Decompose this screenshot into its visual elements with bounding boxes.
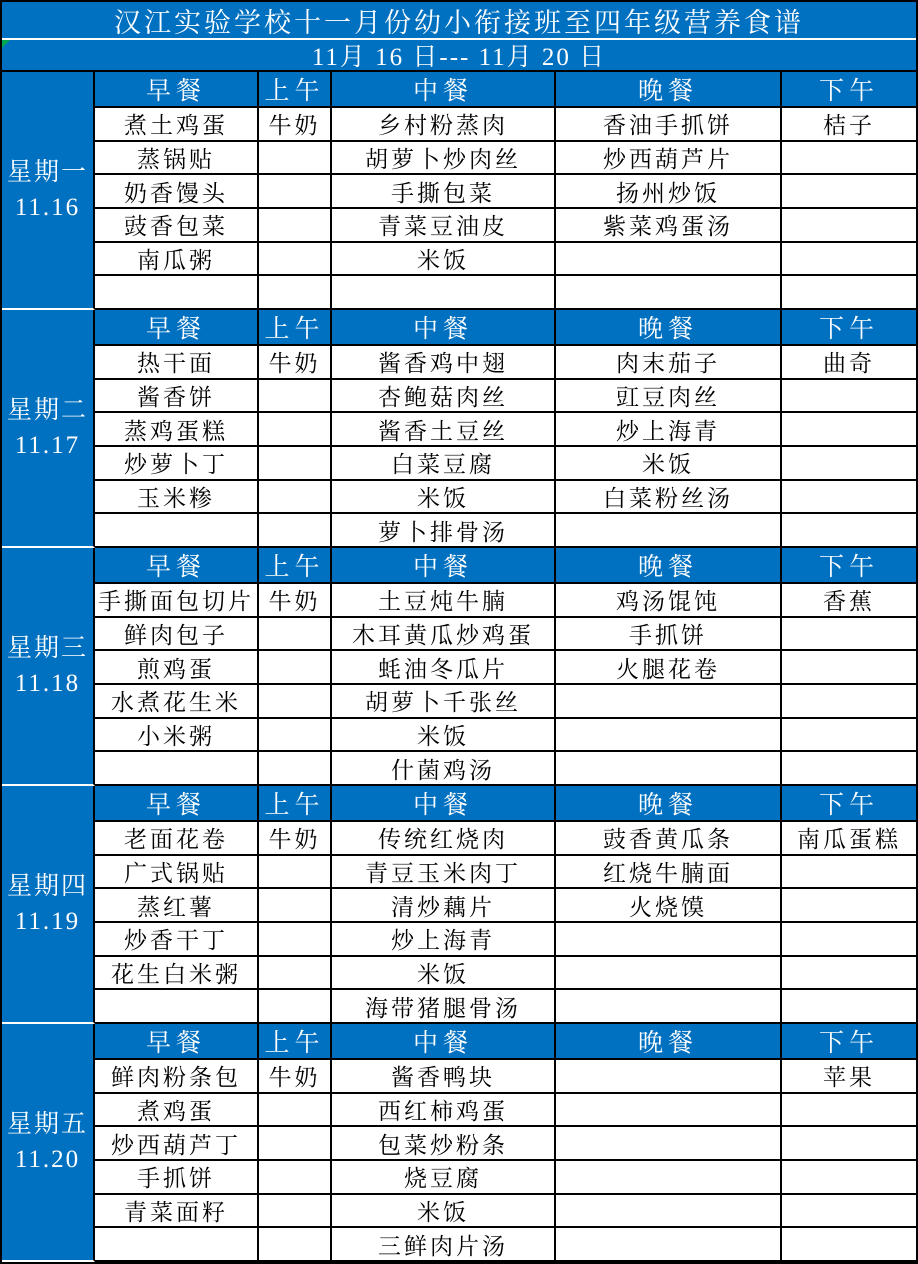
menu-cell	[782, 447, 916, 481]
menu-cell	[259, 481, 332, 515]
day-label	[2, 1024, 95, 1262]
day-block-monday	[2, 72, 916, 310]
menu-cell	[556, 752, 782, 786]
day-label	[2, 310, 95, 548]
menu-cell: 米饭	[332, 1195, 556, 1229]
menu-cell: 手抓饼	[556, 618, 782, 652]
header-lunch: 中餐	[332, 1024, 556, 1060]
menu-cell	[259, 990, 332, 1024]
menu-cell: 苹果	[782, 1060, 916, 1094]
menu-cell: 小米粥	[95, 719, 259, 753]
menu-cell	[556, 1094, 782, 1128]
menu-cell	[556, 990, 782, 1024]
menu-cell: 手撕包菜	[332, 175, 556, 209]
menu-cell	[259, 175, 332, 209]
menu-cell: 豉香黄瓜条	[556, 822, 782, 856]
menu-cell	[782, 856, 916, 890]
menu-cell	[259, 856, 332, 890]
header-dinner: 晚餐	[556, 548, 782, 584]
menu-cell	[259, 514, 332, 548]
date-text: 11.17	[14, 432, 81, 459]
menu-cell	[782, 889, 916, 923]
menu-cell	[259, 209, 332, 243]
menu-cell	[259, 1094, 332, 1128]
menu-cell	[95, 990, 259, 1024]
menu-cell: 酱香饼	[95, 380, 259, 414]
menu-cell: 香油手抓饼	[556, 108, 782, 142]
menu-cell: 萝卜排骨汤	[332, 514, 556, 548]
menu-cell	[782, 618, 916, 652]
menu-cell	[259, 889, 332, 923]
menu-cell: 酱香鸭块	[332, 1060, 556, 1094]
menu-cell: 紫菜鸡蛋汤	[556, 209, 782, 243]
menu-cell	[259, 752, 332, 786]
menu-cell: 青菜面籽	[95, 1195, 259, 1229]
menu-cell: 白菜粉丝汤	[556, 481, 782, 515]
menu-cell	[782, 142, 916, 176]
menu-cell	[259, 243, 332, 277]
menu-cell	[782, 752, 916, 786]
menu-cell: 鲜肉包子	[95, 618, 259, 652]
menu-cell	[259, 1161, 332, 1195]
menu-cell: 鲜肉粉条包	[95, 1060, 259, 1094]
header-lunch: 中餐	[332, 786, 556, 822]
header-afternoon-snack: 下午	[782, 786, 916, 822]
menu-cell: 炒西葫芦丁	[95, 1127, 259, 1161]
menu-cell	[556, 719, 782, 753]
header-afternoon-snack: 下午	[782, 72, 916, 108]
menu-cell	[556, 1195, 782, 1229]
weekday-text: 星期五	[6, 1111, 88, 1138]
menu-cell	[259, 618, 332, 652]
menu-cell: 花生白米粥	[95, 957, 259, 991]
menu-cell: 鸡汤馄饨	[556, 584, 782, 618]
menu-cell	[556, 957, 782, 991]
menu-cell	[259, 1195, 332, 1229]
date-range-row	[2, 40, 916, 72]
menu-cell	[782, 175, 916, 209]
menu-cell: 传统红烧肉	[332, 822, 556, 856]
menu-cell: 烧豆腐	[332, 1161, 556, 1195]
menu-cell: 木耳黄瓜炒鸡蛋	[332, 618, 556, 652]
menu-cell: 杏鲍菇肉丝	[332, 380, 556, 414]
menu-cell: 三鲜肉片汤	[332, 1228, 556, 1262]
header-breakfast: 早餐	[95, 310, 259, 346]
menu-cell: 炒萝卜丁	[95, 447, 259, 481]
day-label	[2, 72, 95, 310]
menu-cell	[556, 276, 782, 310]
menu-cell: 曲奇	[782, 346, 916, 380]
menu-cell	[556, 1228, 782, 1262]
menu-cell: 牛奶	[259, 346, 332, 380]
menu-cell	[556, 243, 782, 277]
menu-cell: 炒香干丁	[95, 923, 259, 957]
menu-cell: 西红柿鸡蛋	[332, 1094, 556, 1128]
menu-cell	[259, 651, 332, 685]
menu-cell	[782, 1195, 916, 1229]
menu-cell: 什菌鸡汤	[332, 752, 556, 786]
menu-cell	[95, 276, 259, 310]
menu-cell	[782, 380, 916, 414]
green-triangle-marker-icon	[2, 40, 10, 48]
weekday-text: 星期一	[6, 159, 88, 186]
menu-cell	[259, 923, 332, 957]
menu-cell: 米饭	[556, 447, 782, 481]
menu-cell	[259, 142, 332, 176]
menu-cell: 老面花卷	[95, 822, 259, 856]
menu-cell	[782, 1094, 916, 1128]
menu-cell	[782, 243, 916, 277]
menu-cell	[782, 481, 916, 515]
header-dinner: 晚餐	[556, 310, 782, 346]
menu-cell	[556, 923, 782, 957]
menu-cell: 南瓜蛋糕	[782, 822, 916, 856]
menu-cell: 牛奶	[259, 584, 332, 618]
menu-cell	[556, 1161, 782, 1195]
menu-cell: 包菜炒粉条	[332, 1127, 556, 1161]
menu-cell: 酱香土豆丝	[332, 413, 556, 447]
date-text: 11.20	[14, 1146, 81, 1173]
menu-cell: 米饭	[332, 481, 556, 515]
header-morning-snack: 上午	[259, 310, 332, 346]
menu-cell	[95, 1228, 259, 1262]
menu-cell: 肉末茄子	[556, 346, 782, 380]
menu-cell	[332, 276, 556, 310]
header-afternoon-snack: 下午	[782, 548, 916, 584]
menu-cell: 手抓饼	[95, 1161, 259, 1195]
menu-cell	[782, 685, 916, 719]
menu-cell: 青菜豆油皮	[332, 209, 556, 243]
menu-cell: 蒸鸡蛋糕	[95, 413, 259, 447]
menu-cell: 牛奶	[259, 1060, 332, 1094]
menu-cell	[259, 719, 332, 753]
header-dinner: 晚餐	[556, 72, 782, 108]
date-text: 11.16	[14, 194, 81, 221]
weekday-text: 星期二	[6, 397, 88, 424]
page-title: 汉江实验学校十一月份幼小衔接班至四年级营养食谱	[2, 2, 916, 40]
menu-cell	[782, 209, 916, 243]
menu-cell: 蚝油冬瓜片	[332, 651, 556, 685]
menu-cell: 乡村粉蒸肉	[332, 108, 556, 142]
menu-cell: 胡萝卜千张丝	[332, 685, 556, 719]
menu-cell	[556, 1127, 782, 1161]
menu-cell: 炒上海青	[332, 923, 556, 957]
menu-cell: 胡萝卜炒肉丝	[332, 142, 556, 176]
header-dinner: 晚餐	[556, 1024, 782, 1060]
header-morning-snack: 上午	[259, 72, 332, 108]
menu-cell	[782, 1161, 916, 1195]
menu-cell: 炒西葫芦片	[556, 142, 782, 176]
menu-cell	[782, 990, 916, 1024]
header-lunch: 中餐	[332, 72, 556, 108]
header-morning-snack: 上午	[259, 548, 332, 584]
day-label	[2, 786, 95, 1024]
menu-cell: 牛奶	[259, 822, 332, 856]
menu-cell	[782, 413, 916, 447]
menu-cell	[259, 1127, 332, 1161]
menu-cell: 火腿花卷	[556, 651, 782, 685]
menu-cell	[259, 447, 332, 481]
menu-cell: 水煮花生米	[95, 685, 259, 719]
menu-cell: 红烧牛腩面	[556, 856, 782, 890]
menu-cell	[259, 1228, 332, 1262]
menu-cell: 桔子	[782, 108, 916, 142]
menu-cell: 米饭	[332, 243, 556, 277]
menu-cell	[556, 514, 782, 548]
menu-cell: 豇豆肉丝	[556, 380, 782, 414]
menu-cell	[556, 685, 782, 719]
header-morning-snack: 上午	[259, 786, 332, 822]
menu-cell	[782, 719, 916, 753]
menu-cell: 青豆玉米肉丁	[332, 856, 556, 890]
menu-cell: 清炒藕片	[332, 889, 556, 923]
day-block-tuesday	[2, 310, 916, 548]
menu-cell: 蒸红薯	[95, 889, 259, 923]
menu-cell: 酱香鸡中翅	[332, 346, 556, 380]
header-dinner: 晚餐	[556, 786, 782, 822]
menu-cell: 煮鸡蛋	[95, 1094, 259, 1128]
menu-cell: 火烧馍	[556, 889, 782, 923]
menu-cell: 煎鸡蛋	[95, 651, 259, 685]
weekday-text: 星期三	[6, 635, 88, 662]
header-breakfast: 早餐	[95, 1024, 259, 1060]
menu-cell: 牛奶	[259, 108, 332, 142]
menu-cell	[259, 685, 332, 719]
date-range-text: 11月 16 日--- 11月 20 日	[311, 44, 607, 71]
menu-cell	[782, 514, 916, 548]
header-breakfast: 早餐	[95, 548, 259, 584]
day-label	[2, 548, 95, 786]
menu-cell	[259, 413, 332, 447]
menu-cell: 炒上海青	[556, 413, 782, 447]
menu-cell: 土豆炖牛腩	[332, 584, 556, 618]
weekday-text: 星期四	[6, 873, 88, 900]
menu-cell: 手撕面包切片	[95, 584, 259, 618]
day-block-friday	[2, 1024, 916, 1262]
header-lunch: 中餐	[332, 548, 556, 584]
menu-cell: 米饭	[332, 957, 556, 991]
menu-cell: 南瓜粥	[95, 243, 259, 277]
menu-cell: 蒸锅贴	[95, 142, 259, 176]
header-breakfast: 早餐	[95, 72, 259, 108]
menu-cell: 玉米糁	[95, 481, 259, 515]
menu-cell	[782, 1228, 916, 1262]
menu-cell	[556, 1060, 782, 1094]
day-block-wednesday	[2, 548, 916, 786]
menu-cell: 白菜豆腐	[332, 447, 556, 481]
menu-cell	[95, 514, 259, 548]
menu-cell: 香蕉	[782, 584, 916, 618]
header-breakfast: 早餐	[95, 786, 259, 822]
header-afternoon-snack: 下午	[782, 1024, 916, 1060]
menu-cell: 热干面	[95, 346, 259, 380]
date-text: 11.19	[14, 908, 81, 935]
header-lunch: 中餐	[332, 310, 556, 346]
menu-cell	[782, 651, 916, 685]
menu-cell: 米饭	[332, 719, 556, 753]
menu-cell: 海带猪腿骨汤	[332, 990, 556, 1024]
menu-cell	[259, 957, 332, 991]
date-text: 11.18	[14, 670, 81, 697]
header-afternoon-snack: 下午	[782, 310, 916, 346]
menu-cell: 煮土鸡蛋	[95, 108, 259, 142]
menu-cell	[259, 380, 332, 414]
menu-cell	[782, 923, 916, 957]
menu-cell: 豉香包菜	[95, 209, 259, 243]
menu-cell	[782, 957, 916, 991]
menu-cell	[782, 276, 916, 310]
day-block-thursday	[2, 786, 916, 1024]
menu-cell: 扬州炒饭	[556, 175, 782, 209]
menu-cell: 广式锅贴	[95, 856, 259, 890]
menu-cell	[259, 276, 332, 310]
menu-cell	[782, 1127, 916, 1161]
menu-cell: 奶香馒头	[95, 175, 259, 209]
menu-cell	[95, 752, 259, 786]
header-morning-snack: 上午	[259, 1024, 332, 1060]
